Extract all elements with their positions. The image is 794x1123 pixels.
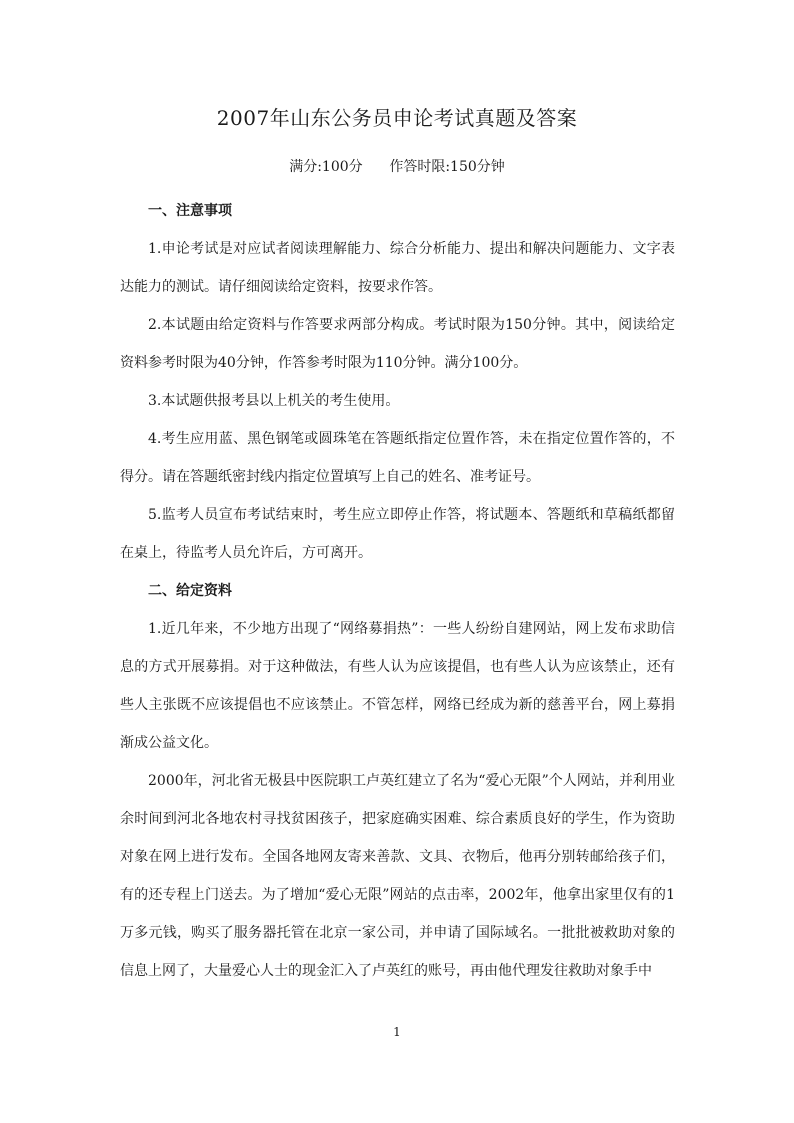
paragraph: 1.近几年来，不少地方出现了“网络募捐热”：一些人纷纷自建网站，网上发布求助信息的方式开展募捐。对于这种做法，有些人认为应该提倡，也有些人认为应该禁止，还有些人主张既不应该提倡也不应该禁止。不管怎样，网络已经成为新的慈善平台，网上募捐渐成公益文化。: [120, 621, 675, 751]
paragraph: 3.本试题供报考县以上机关的考生使用。: [148, 393, 400, 409]
paragraph: 1.申论考试是对应试者阅读理解能力、综合分析能力、提出和解决问题能力、文字表达能力的测试。请仔细阅读给定资料，按要求作答。: [120, 241, 675, 295]
paragraph: 5.监考人员宣布考试结束时，考生应立即停止作答，将试题本、答题纸和草稿纸都留在桌上，待监考人员允许后，方可离开。: [120, 507, 675, 561]
page-number: 1: [393, 1025, 401, 1039]
document-title: 2007年山东公务员申论考试真题及答案: [216, 106, 578, 130]
section-heading: 二、给定资料: [148, 583, 232, 599]
paragraph: 2.本试题由给定资料与作答要求两部分构成。考试时限为150分钟。其中，阅读给定资料参考时限为40分钟，作答参考时限为110分钟。满分100分。: [120, 317, 675, 371]
exam-info: 满分:100分 作答时限:150分钟: [289, 159, 505, 175]
section-heading: 一、注意事项: [148, 203, 232, 219]
paragraph: 4.考生应用蓝、黑色钢笔或圆珠笔在答题纸指定位置作答，未在指定位置作答的，不得分。请在答题纸密封线内指定位置填写上自己的姓名、准考证号。: [120, 431, 675, 485]
section-notes: [120, 192, 675, 572]
section-materials: [120, 572, 675, 990]
document-body: [120, 192, 675, 990]
paragraph: 2000年，河北省无极县中医院职工卢英红建立了名为“爱心无限”个人网站，并利用业余时间到河北各地农村寻找贫困孩子，把家庭确实困难、综合素质良好的学生，作为资助对象在网上进行发布。全国各地网友寄来善款、文具、衣物后，他再分别转邮给孩子们，有的还专程上门送去。为了增加“爱心无限”网站的点击率，2002年，他拿出家里仅有的1万多元钱，购买了服务器托管在北京一家公司，并申请了国际域名。一批批被救助对象的信息上网了，大量爱心人士的现金汇入了卢英红的账号，再由他代理发往救助对象手中: [120, 773, 675, 979]
